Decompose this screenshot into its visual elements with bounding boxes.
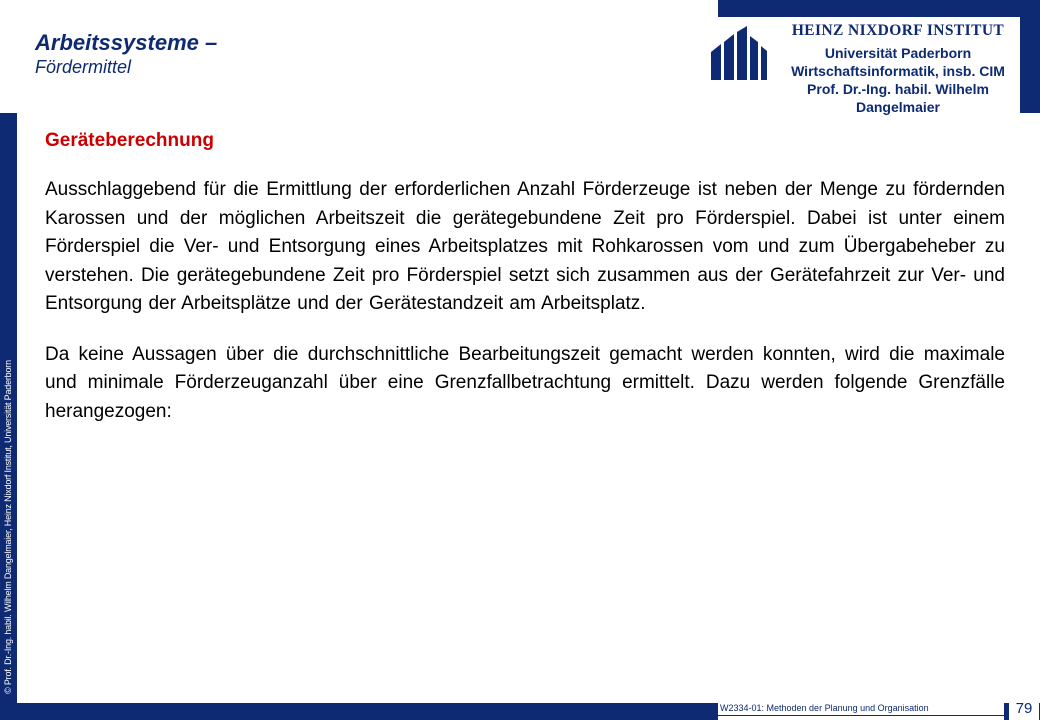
institute-name: HEINZ NIXDORF INSTITUT [791, 22, 1005, 39]
slide-header [35, 30, 217, 78]
footer-divider [718, 715, 1004, 716]
page-number: 79 [1009, 700, 1039, 720]
footer-course-label: W2334-01: Methoden der Planung und Organisation [720, 703, 929, 713]
professor-name: Prof. Dr.-Ing. habil. Wilhelm Dangelmaier [807, 81, 989, 115]
section-heading: Geräteberechnung [45, 130, 214, 151]
department-name: Wirtschaftsinformatik, insb. CIM [791, 63, 1005, 79]
paragraph-1: Ausschlaggebend für die Ermittlung der erforderlichen Anzahl Förderzeuge ist neben der Menge zu fördernden Karossen und der möglichen Arbeitszeit die gerätegebundene Zeit pro Förderspiel. Dabei ist unter einem Förderspiel die Ver- und Entsorgung eines Arbeitsplatzes mit Rohkarossen vom und zum Übergabeheber zu verstehen. Die gerätegebundene Zeit pro Förderspiel setzt sich zusammen aus der Gerätefahrzeit zur Ver- und Entsorgung der Arbeitsplätze und der Gerätestandzeit am Arbeitsplatz. [45, 179, 1005, 314]
hni-logo-icon [711, 26, 767, 84]
university-name: Universität Paderborn [824, 45, 972, 61]
institute-logo-text [776, 22, 1020, 116]
left-sidebar-bar [0, 113, 17, 720]
slide-subtitle: Fördermittel [35, 57, 132, 78]
slide-content [45, 130, 1005, 448]
paragraph-2: Da keine Aussagen über die durchschnittliche Bearbeitungszeit gemacht werden konnten, wird die maximale und minimale Förderzeuganzahl über eine Grenzfallbetrachtung ermittelt. Dazu werden folgende Grenzfälle herangezogen: [45, 343, 1005, 422]
slide-title: Arbeitssysteme – [35, 30, 218, 55]
copyright-text: © Prof. Dr.-Ing. habil. Wilhelm Dangelmaier, Heinz Nixdorf Institut, Universität Paderborn [3, 360, 13, 694]
